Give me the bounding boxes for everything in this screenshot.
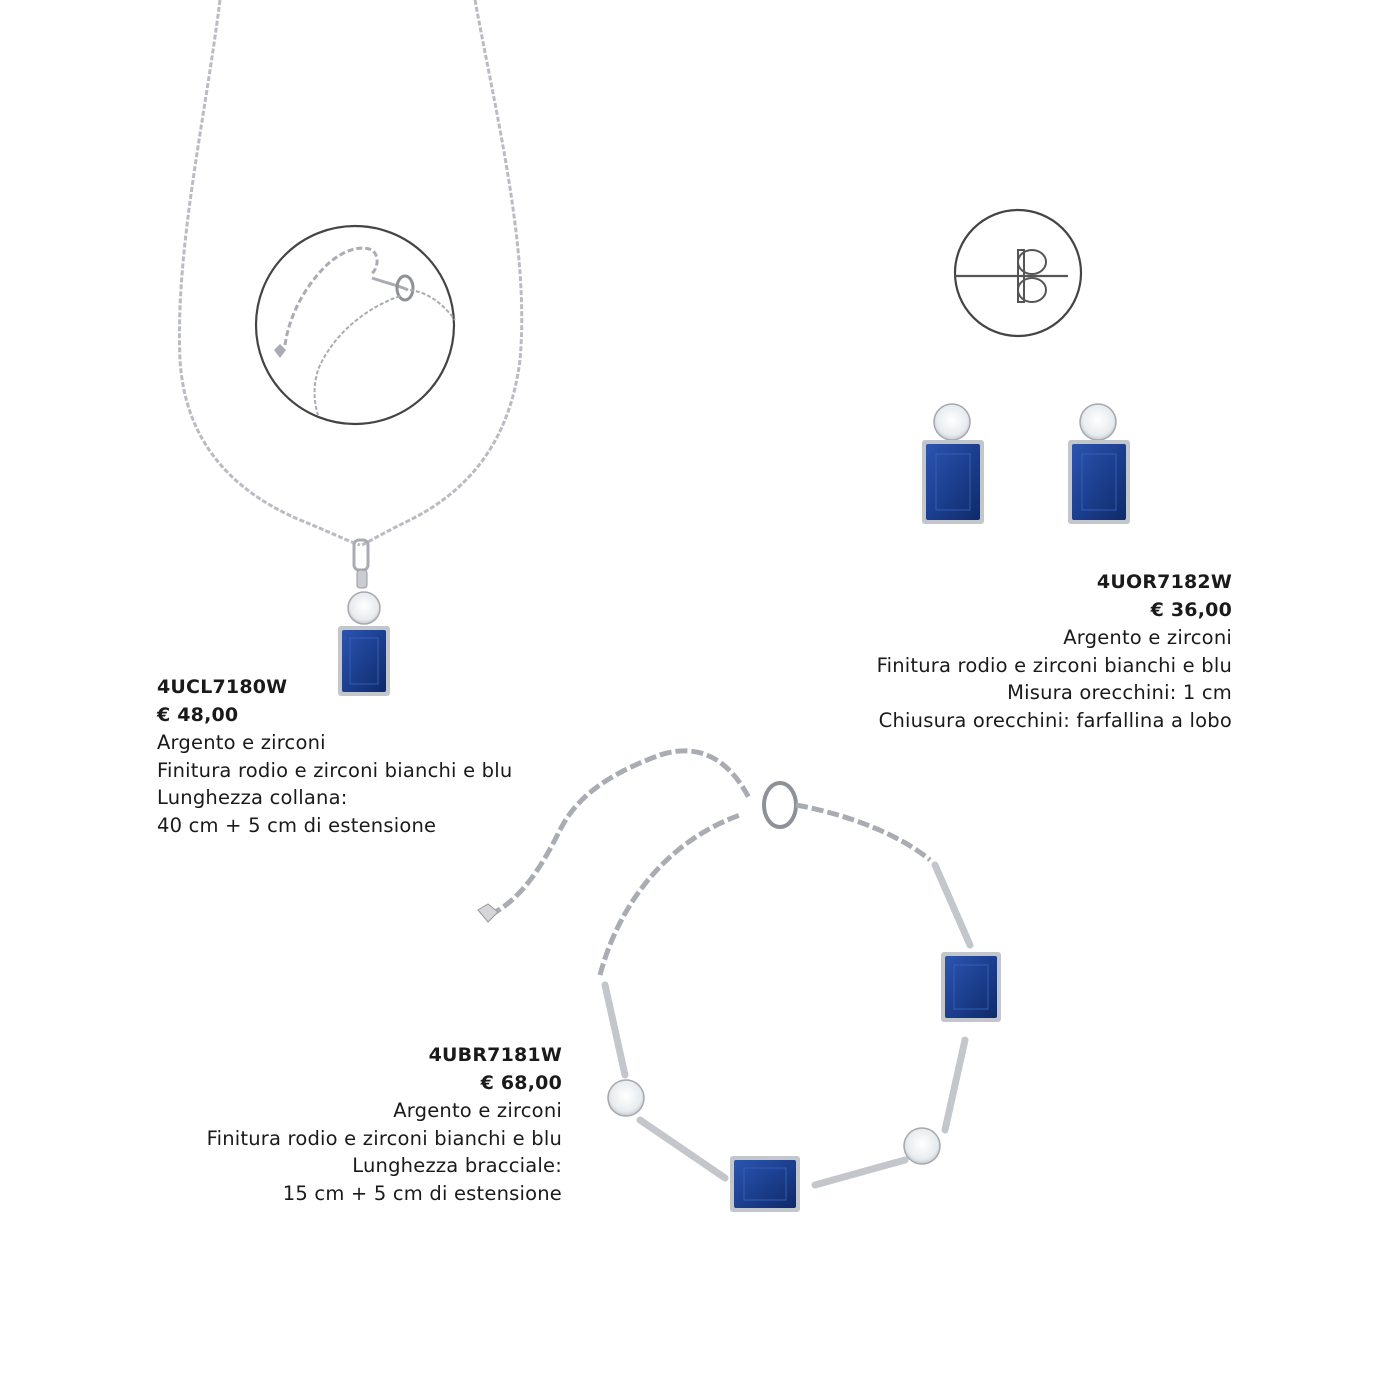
- product-code: 4UOR7182W: [1096, 571, 1232, 593]
- product-description-line: Lunghezza bracciale:: [352, 1154, 562, 1177]
- product-description-line: Argento e zirconi: [157, 731, 326, 754]
- product-price: € 48,00: [157, 703, 239, 726]
- product-description-line: Chiusura orecchini: farfallina a lobo: [878, 708, 1232, 732]
- product-description-line: Misura orecchini: 1 cm: [1007, 681, 1232, 704]
- product-description-line: Argento e zirconi: [1063, 626, 1232, 649]
- product-price: € 68,00: [480, 1071, 562, 1094]
- necklace-info: [157, 674, 512, 839]
- necklace-clasp-detail: [256, 226, 455, 424]
- product-code: 4UBR7181W: [428, 1044, 562, 1066]
- earrings-info: [877, 569, 1232, 734]
- earrings-image: [922, 404, 1130, 524]
- product-description-line: Argento e zirconi: [393, 1099, 562, 1122]
- product-price: € 36,00: [1150, 598, 1232, 621]
- product-description-line: Finitura rodio e zirconi bianchi e blu: [206, 1126, 562, 1150]
- earring-back-detail: [955, 210, 1081, 336]
- product-description-line: Finitura rodio e zirconi bianchi e blu: [876, 653, 1232, 677]
- product-code: 4UCL7180W: [157, 676, 288, 698]
- product-description-line: 40 cm + 5 cm di estensione: [157, 813, 437, 837]
- product-description-line: Lunghezza collana:: [157, 786, 348, 809]
- product-description-line: 15 cm + 5 cm di estensione: [282, 1181, 562, 1205]
- product-description-line: Finitura rodio e zirconi bianchi e blu: [157, 758, 513, 782]
- bracelet-info: [207, 1042, 562, 1207]
